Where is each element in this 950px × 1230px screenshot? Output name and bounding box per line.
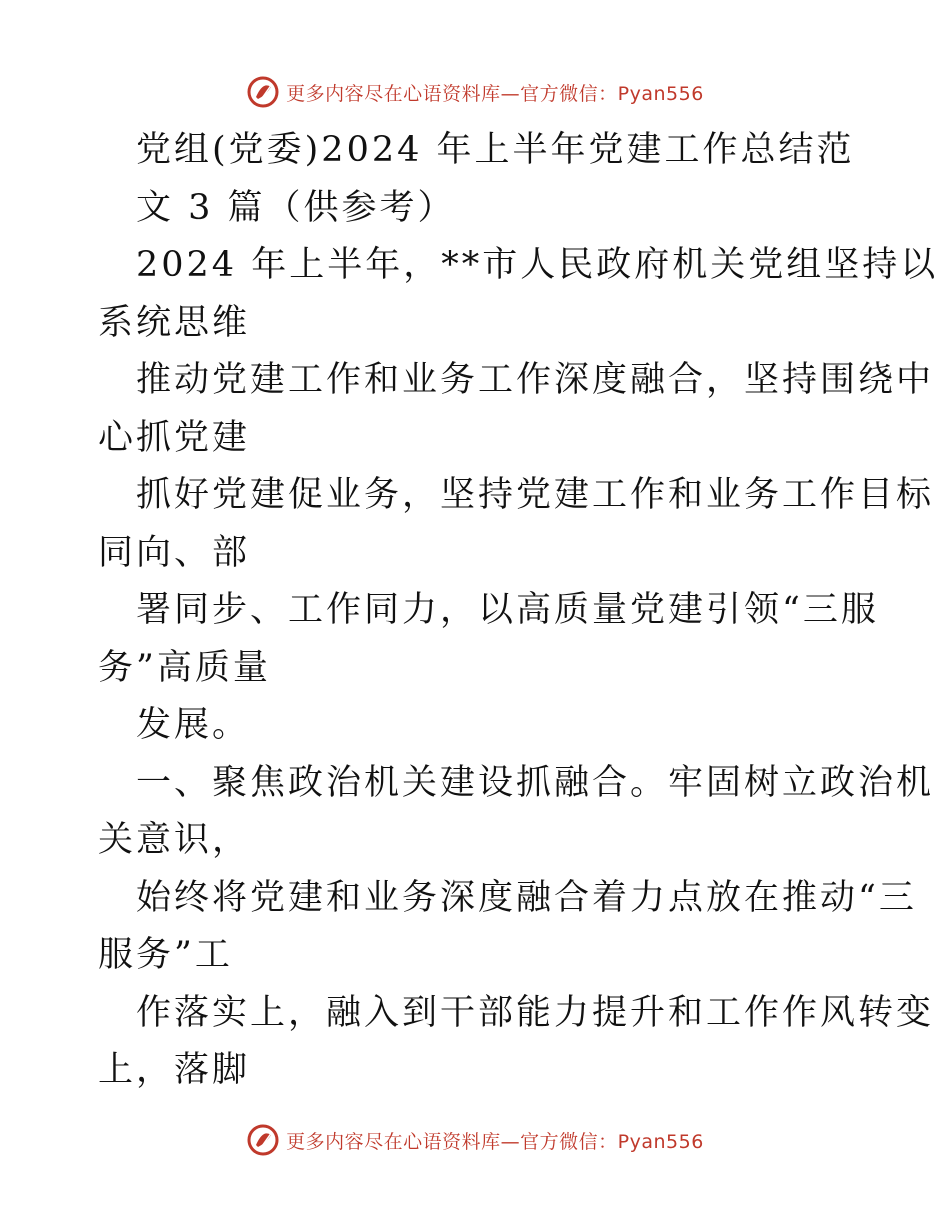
text-line: 推动党建工作和业务工作深度融合，坚持围绕中	[136, 360, 935, 400]
seal-logo-icon	[246, 1123, 280, 1157]
text-line: 始终将党建和业务深度融合着力点放在推动“三	[136, 877, 917, 918]
banner-text: 更多内容尽在心语资料库—官方微信：Pyan556	[286, 82, 704, 105]
text-line: 心抓党建	[98, 417, 251, 458]
text-line: 一、聚焦政治机关建设抓融合。牢固树立政治机	[136, 762, 935, 803]
header-banner	[0, 72, 950, 112]
text-line: 上，落脚	[98, 1050, 251, 1090]
text-line: 系统思维	[98, 302, 251, 343]
text-line: 同向、部	[98, 532, 251, 573]
text-line: 署同步、工作同力，以高质量党建引领“三服	[136, 590, 879, 630]
document-body	[98, 122, 939, 1100]
text-line: 抓好党建促业务，坚持党建工作和业务工作目标	[136, 475, 935, 515]
text-line: 服务”工	[98, 935, 233, 975]
text-line: 发展。	[136, 705, 251, 745]
text-line: 文 3 篇（供参考）	[136, 187, 456, 228]
text-line: 作落实上，融入到干部能力提升和工作作风转变	[136, 992, 935, 1033]
text-line: 党组(党委)2024 年上半年党建工作总结范	[136, 130, 855, 170]
footer-banner	[0, 1120, 950, 1160]
banner-text: 更多内容尽在心语资料库—官方微信：Pyan556	[286, 1130, 704, 1153]
seal-logo-icon	[246, 75, 280, 109]
text-line: 关意识，	[98, 820, 251, 860]
text-line: 2024 年上半年，**市人民政府机关党组坚持以	[136, 245, 939, 285]
text-line: 务”高质量	[98, 647, 271, 688]
